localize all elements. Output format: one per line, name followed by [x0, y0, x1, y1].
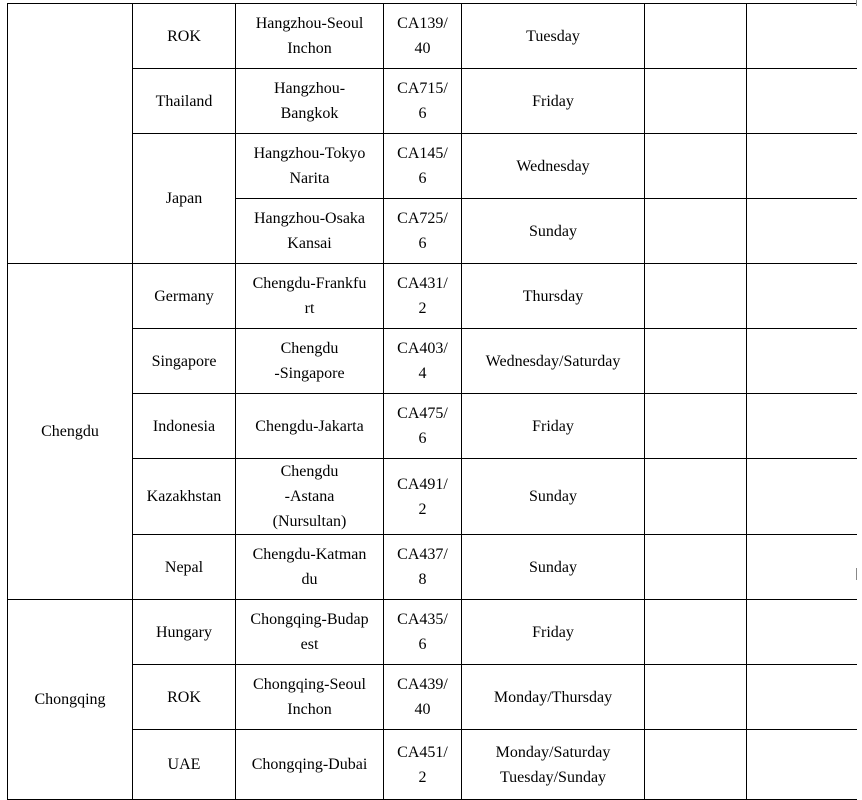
- flight-number-cell: CA451/ 2: [384, 730, 462, 800]
- table-row: [8, 394, 857, 459]
- flight-schedule-table: [7, 3, 857, 800]
- operating-days-cell: Monday/Thursday: [462, 665, 645, 730]
- empty-cell: [747, 665, 857, 730]
- operating-days-cell: Sunday: [462, 535, 645, 600]
- departure-city-cell: Chongqing: [8, 600, 133, 800]
- empty-cell: [747, 199, 857, 264]
- operating-days-cell: Thursday: [462, 264, 645, 329]
- route-cell: Chongqing-Budap est: [236, 600, 384, 665]
- country-cell: UAE: [133, 730, 236, 800]
- operating-days-cell: Sunday: [462, 459, 645, 535]
- empty-cell: [645, 69, 747, 134]
- table-row: [8, 264, 857, 329]
- departure-city-cell: [8, 4, 133, 264]
- empty-cell: [747, 69, 857, 134]
- empty-cell: [747, 535, 857, 600]
- table-row: [8, 69, 857, 134]
- empty-cell: [747, 134, 857, 199]
- empty-cell: [645, 730, 747, 800]
- empty-cell: [645, 535, 747, 600]
- empty-cell: [747, 329, 857, 394]
- empty-cell: [747, 264, 857, 329]
- route-cell: Hangzhou- Bangkok: [236, 69, 384, 134]
- flight-number-cell: CA431/ 2: [384, 264, 462, 329]
- departure-city-cell: Chengdu: [8, 264, 133, 600]
- empty-cell: [747, 394, 857, 459]
- country-cell: Singapore: [133, 329, 236, 394]
- empty-cell: [747, 459, 857, 535]
- country-cell: Japan: [133, 134, 236, 264]
- empty-cell: [645, 134, 747, 199]
- table-row: [8, 665, 857, 730]
- operating-days-cell: Friday: [462, 394, 645, 459]
- empty-cell: [747, 4, 857, 69]
- table-row: [8, 459, 857, 535]
- table-row: [8, 134, 857, 199]
- route-cell: Chengdu -Singapore: [236, 329, 384, 394]
- flight-number-cell: CA403/ 4: [384, 329, 462, 394]
- flight-number-cell: CA145/ 6: [384, 134, 462, 199]
- route-cell: Hangzhou-Tokyo Narita: [236, 134, 384, 199]
- country-cell: Kazakhstan: [133, 459, 236, 535]
- empty-cell: [645, 199, 747, 264]
- page-edge-mark: [856, 0, 857, 6]
- flight-number-cell: CA715/ 6: [384, 69, 462, 134]
- flight-number-cell: CA491/ 2: [384, 459, 462, 535]
- operating-days-cell: Tuesday: [462, 4, 645, 69]
- table-row: [8, 730, 857, 800]
- route-cell: Chengdu-Jakarta: [236, 394, 384, 459]
- route-cell: Chongqing-Dubai: [236, 730, 384, 800]
- country-cell: ROK: [133, 4, 236, 69]
- operating-days-cell: Monday/Saturday Tuesday/Sunday: [462, 730, 645, 800]
- table-row: [8, 600, 857, 665]
- operating-days-cell: Friday: [462, 69, 645, 134]
- flight-number-cell: CA439/ 40: [384, 665, 462, 730]
- country-cell: Indonesia: [133, 394, 236, 459]
- empty-cell: [645, 459, 747, 535]
- operating-days-cell: Wednesday: [462, 134, 645, 199]
- route-cell: Chengdu -Astana (Nursultan): [236, 459, 384, 535]
- flight-number-cell: CA139/ 40: [384, 4, 462, 69]
- empty-cell: [645, 264, 747, 329]
- country-cell: ROK: [133, 665, 236, 730]
- route-cell: Hangzhou-Osaka Kansai: [236, 199, 384, 264]
- empty-cell: [645, 329, 747, 394]
- route-cell: Chengdu-Katman du: [236, 535, 384, 600]
- country-cell: Hungary: [133, 600, 236, 665]
- country-cell: Thailand: [133, 69, 236, 134]
- flight-number-cell: CA435/ 6: [384, 600, 462, 665]
- empty-cell: [645, 665, 747, 730]
- operating-days-cell: Friday: [462, 600, 645, 665]
- country-cell: Nepal: [133, 535, 236, 600]
- flight-number-cell: CA475/ 6: [384, 394, 462, 459]
- empty-cell: [645, 394, 747, 459]
- operating-days-cell: Wednesday/Saturday: [462, 329, 645, 394]
- flight-number-cell: CA725/ 6: [384, 199, 462, 264]
- table-row: [8, 535, 857, 600]
- page-edge-mark: [856, 568, 857, 580]
- route-cell: Hangzhou-Seoul Inchon: [236, 4, 384, 69]
- flight-number-cell: CA437/ 8: [384, 535, 462, 600]
- empty-cell: [747, 730, 857, 800]
- country-cell: Germany: [133, 264, 236, 329]
- empty-cell: [645, 4, 747, 69]
- empty-cell: [747, 600, 857, 665]
- route-cell: Chengdu-Frankfu rt: [236, 264, 384, 329]
- table-row: [8, 329, 857, 394]
- route-cell: Chongqing-Seoul Inchon: [236, 665, 384, 730]
- table-row: [8, 4, 857, 69]
- operating-days-cell: Sunday: [462, 199, 645, 264]
- empty-cell: [645, 600, 747, 665]
